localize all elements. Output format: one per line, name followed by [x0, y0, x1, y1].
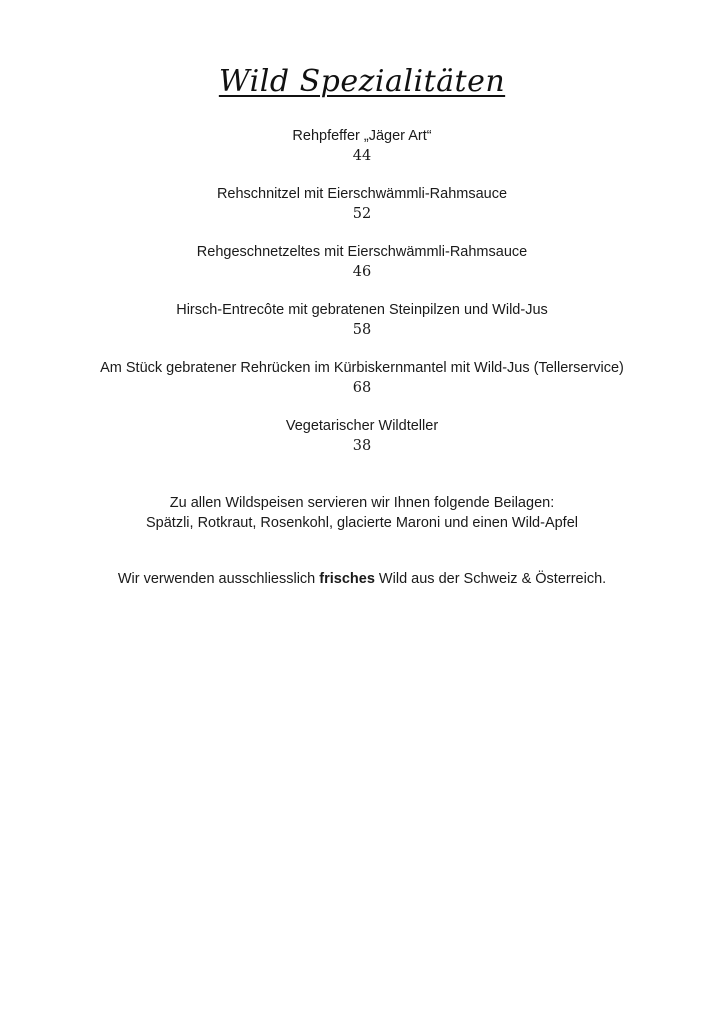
sourcing-note-emphasis: frisches	[319, 571, 375, 587]
dish-list	[0, 126, 724, 474]
dish-name: Rehgeschnetzeltes mit Eierschwämmli-Rahmsauce	[196, 244, 528, 260]
dish-item	[0, 358, 724, 416]
page-title-text: Wild Spezialitäten	[218, 64, 506, 99]
dish-name: Rehschnitzel mit Eierschwämmli-Rahmsauce	[216, 186, 508, 202]
dish-price: 68	[352, 380, 372, 396]
page-title	[0, 62, 724, 102]
dish-price: 44	[352, 148, 372, 164]
dish-item	[0, 184, 724, 242]
dish-price: 38	[352, 438, 372, 454]
dish-price: 58	[352, 322, 372, 338]
side-dishes-list: Spätzli, Rotkraut, Rosenkohl, glacierte Maroni und einen Wild-Apfel	[146, 515, 578, 531]
sourcing-note-before: Wir verwenden ausschliesslich	[117, 571, 320, 587]
side-dishes-info	[0, 493, 724, 533]
dish-item	[0, 300, 724, 358]
dish-price: 46	[352, 264, 372, 280]
sourcing-note-after: Wild aus der Schweiz & Österreich.	[374, 571, 607, 587]
dish-name: Rehpfeffer „Jäger Art“	[292, 128, 432, 144]
dish-item	[0, 126, 724, 184]
sourcing-note	[0, 569, 724, 589]
dish-price: 52	[352, 206, 372, 222]
dish-item	[0, 416, 724, 474]
dish-name: Vegetarischer Wildteller	[285, 418, 439, 434]
dish-name: Am Stück gebratener Rehrücken im Kürbiskernmantel mit Wild-Jus (Tellerservice)	[100, 360, 624, 376]
side-dishes-intro: Zu allen Wildspeisen servieren wir Ihnen folgende Beilagen:	[169, 495, 555, 511]
dish-name: Hirsch-Entrecôte mit gebratenen Steinpilzen und Wild-Jus	[176, 302, 548, 318]
dish-item	[0, 242, 724, 300]
